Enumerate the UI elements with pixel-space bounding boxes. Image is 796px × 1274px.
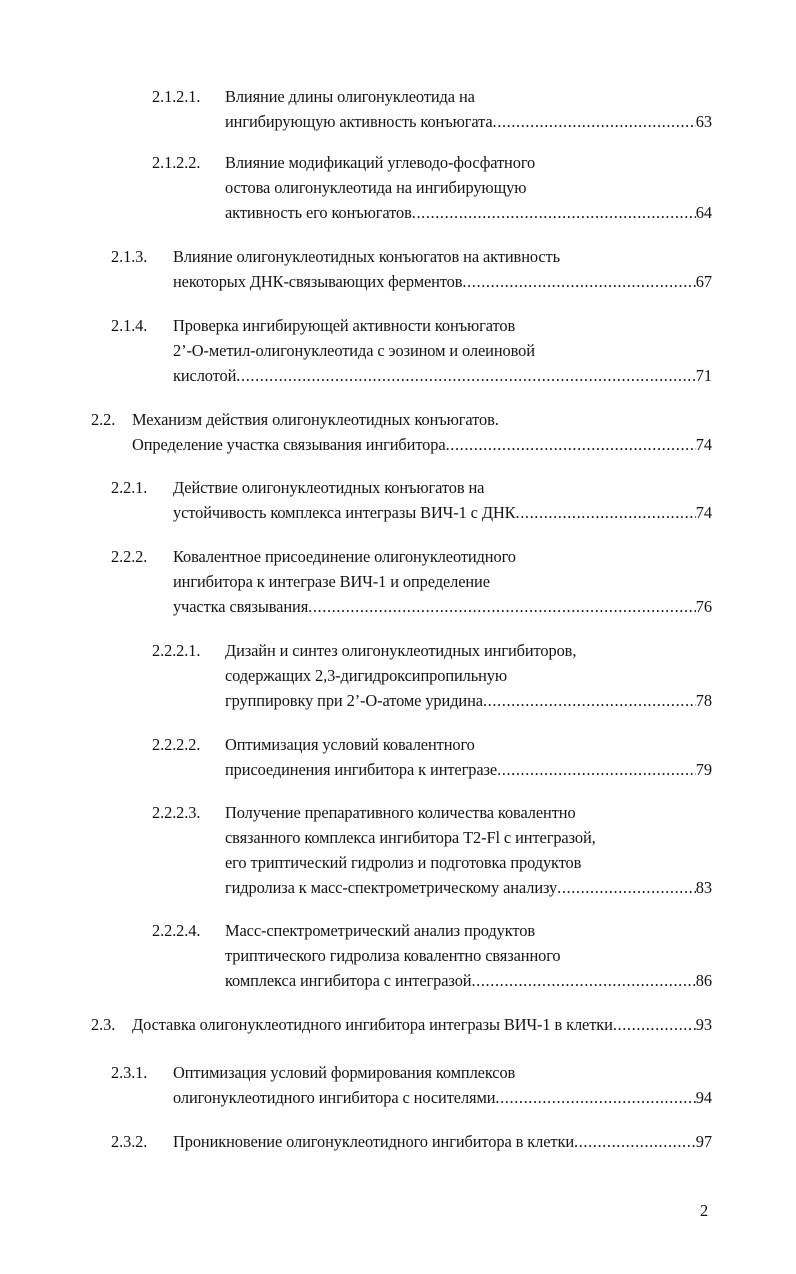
toc-entry-text: связанного комплекса ингибитора T2-Fl с интегразой, <box>225 828 596 847</box>
toc-entry-page: 74 <box>695 435 712 454</box>
toc-entry-text: Масс-спектрометрический анализ продуктов <box>225 921 535 940</box>
toc-entry-page: 97 <box>695 1132 712 1151</box>
toc-entry-text: Оптимизация условий формирования комплексов <box>173 1063 516 1082</box>
dot-leader <box>462 269 695 294</box>
toc-entry-text: группировку при 2’-O-атоме уридина <box>225 691 483 710</box>
dot-leader <box>308 594 696 619</box>
toc-entry-text: содержащих 2,3-дигидроксипропильную <box>225 666 508 685</box>
toc-entry-text: Получение препаративного количества ковалентно <box>225 803 576 822</box>
toc-entry-text: Механизм действия олигонуклеотидных конъюгатов. <box>132 410 499 429</box>
toc-entry-page: 79 <box>695 760 712 779</box>
toc-entry-text: Определение участка связывания ингибитора <box>132 435 446 454</box>
toc-entry-text: комплекса ингибитора с интегразой <box>225 971 472 990</box>
toc-entry-number: 2.2. <box>91 410 116 429</box>
dot-leader <box>471 968 695 993</box>
dot-leader <box>483 688 696 713</box>
toc-entry-number: 2.2.2. <box>111 547 148 566</box>
toc-entry-page: 76 <box>695 597 712 616</box>
toc-entry-number: 2.3.2. <box>111 1132 148 1151</box>
toc-entry-text: ингибитора к интегразе ВИЧ-1 и определение <box>173 572 490 591</box>
toc-entry-page: 67 <box>695 272 712 291</box>
dot-leader <box>493 109 696 134</box>
toc-entry-page: 78 <box>695 691 712 710</box>
toc-entry-number: 2.1.4. <box>111 316 148 335</box>
toc-entry-text: Ковалентное присоединение олигонуклеотидного <box>173 547 516 566</box>
toc-entry-text: Влияние модификаций углеводо-фосфатного <box>225 153 536 172</box>
toc-entry-text: Влияние длины олигонуклеотида на <box>225 87 475 106</box>
toc-entry-text: триптического гидролиза ковалентно связанного <box>225 946 561 965</box>
dot-leader <box>412 200 696 225</box>
toc-entry-text: Действие олигонуклеотидных конъюгатов на <box>173 478 485 497</box>
dot-leader <box>557 875 696 900</box>
toc-entry-text: Проникновение олигонуклеотидного ингибитора в клетки <box>173 1132 574 1151</box>
dot-leader <box>236 363 696 388</box>
page-number: 2 <box>700 1201 709 1220</box>
toc-entry-text: Доставка олигонуклеотидного ингибитора интегразы ВИЧ-1 в клетки <box>132 1015 613 1034</box>
toc-entry-text: гидролиза к масс-спектрометрическому анализу <box>225 878 558 897</box>
dot-leader <box>613 1012 696 1037</box>
toc-entry-text: остова олигонуклеотида на ингибирующую <box>225 178 527 197</box>
toc-entry-number: 2.2.1. <box>111 478 148 497</box>
toc-entry-text: ингибирующую активность конъюгата <box>225 112 493 131</box>
toc-entry-page: 93 <box>695 1015 712 1034</box>
toc-entry-page: 83 <box>695 878 712 897</box>
toc-entry-number: 2.1.3. <box>111 247 148 266</box>
toc-entry-number: 2.2.2.1. <box>152 641 201 660</box>
toc-entry-number: 2.2.2.3. <box>152 803 201 822</box>
toc-entry-text: активность его конъюгатов <box>225 203 412 222</box>
toc-entry-text: некоторых ДНК-связывающих ферментов <box>173 272 463 291</box>
toc-entry-text: Оптимизация условий ковалентного <box>225 735 475 754</box>
toc-entry-number: 2.1.2.1. <box>152 87 201 106</box>
dot-leader <box>446 432 696 457</box>
toc-entry-text: его триптический гидролиз и подготовка продуктов <box>225 853 582 872</box>
toc-entry-page: 86 <box>695 971 712 990</box>
dot-leader <box>495 1085 695 1110</box>
toc-entry-text: присоединения ингибитора к интегразе <box>225 760 498 779</box>
dot-leader <box>574 1129 696 1154</box>
toc-entry-page: 64 <box>695 203 712 222</box>
toc-entry-text: олигонуклеотидного ингибитора с носителями <box>173 1088 496 1107</box>
toc-entry-page: 74 <box>695 503 712 522</box>
toc-entry-text: Проверка ингибирующей активности конъюгатов <box>173 316 516 335</box>
toc-entry-text: Дизайн и синтез олигонуклеотидных ингибиторов, <box>225 641 577 660</box>
toc-entry-text: кислотой <box>173 366 237 385</box>
toc-entry-page: 94 <box>695 1088 712 1107</box>
toc-entry-text: Влияние олигонуклеотидных конъюгатов на активность <box>173 247 560 266</box>
toc-entry-number: 2.1.2.2. <box>152 153 201 172</box>
dot-leader <box>497 757 696 782</box>
toc-entry-number: 2.3. <box>91 1015 116 1034</box>
toc-entry-page: 63 <box>695 112 712 131</box>
dot-leader <box>516 500 696 525</box>
toc-entry-number: 2.2.2.4. <box>152 921 201 940</box>
toc-entry-number: 2.3.1. <box>111 1063 148 1082</box>
toc-entry-text: устойчивость комплекса интегразы ВИЧ-1 с ДНК <box>173 503 516 522</box>
toc-entry-text: 2’-O-метил-олигонуклеотида с эозином и олеиновой <box>173 341 535 360</box>
toc-entry-text: участка связывания <box>173 597 309 616</box>
toc-entry-number: 2.2.2.2. <box>152 735 201 754</box>
toc-entry-page: 71 <box>695 366 712 385</box>
